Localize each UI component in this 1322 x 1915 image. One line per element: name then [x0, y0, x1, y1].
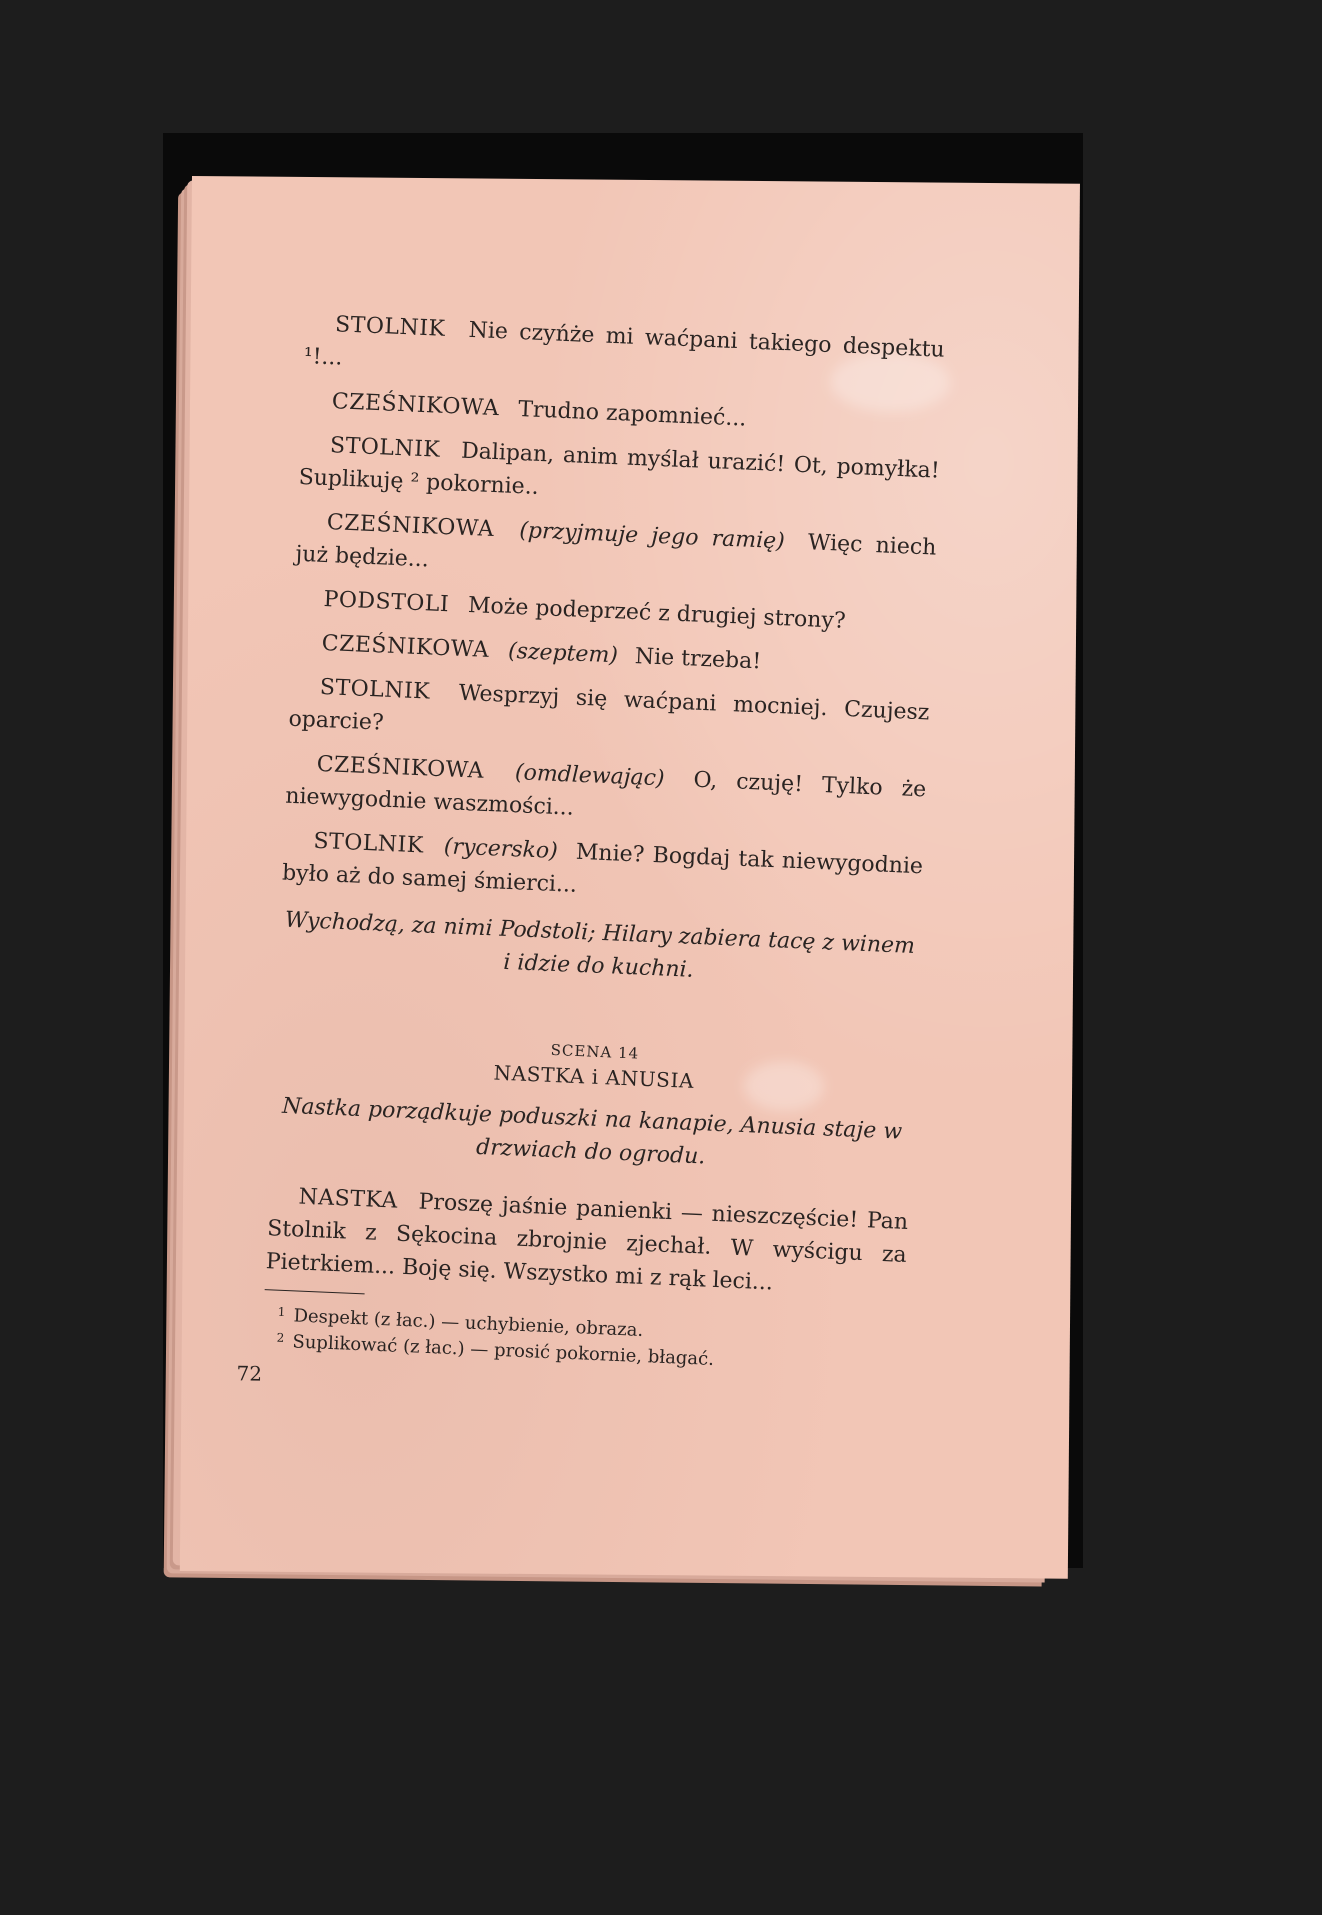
- dialogue-line: [298, 428, 940, 521]
- speech-text: Dalipan, anim myślał urazić! Ot, pomyłka! Suplikuję ² pokornie..: [298, 438, 941, 500]
- stage-direction-paragraph: Nastka porządkuje poduszki na kanapie, Anusia staje w drzwiach do ogrodu.: [281, 1093, 903, 1170]
- speaker-name: STOLNIK: [334, 312, 446, 342]
- footnote-text: Despekt (z łac.) — uchybienie, obraza.: [293, 1305, 644, 1342]
- stage-direction: (rycersko): [443, 834, 559, 865]
- footnote-number: 2: [276, 1330, 285, 1345]
- footnote-number: 1: [277, 1304, 286, 1320]
- stage-direction: (omdlewając): [514, 760, 666, 792]
- speech-text: Proszę jaśnie panienki — nieszczęście! Pan Stolnik z Sękocina zbrojnie zjechał. W wyścigu za Pietrkiem... Boję się. Wszystko mi z rąk leci...: [265, 1189, 909, 1296]
- dialogue-line: [288, 670, 930, 763]
- page-number: 72: [236, 1361, 263, 1386]
- speech-text: Nie czyńże mi waćpani takiego despektu ¹!...: [303, 317, 946, 371]
- speech-text: O, czuję! Tylko że niewygodnie waszmości...: [284, 767, 927, 821]
- dialogue-line: [285, 747, 927, 840]
- speech-text: Nie trzeba!: [634, 644, 762, 675]
- dialogue-line: [303, 307, 945, 400]
- speaker-name: CZEŚNIKOWA: [321, 630, 490, 663]
- speaker-name: NASTKA: [298, 1184, 399, 1214]
- footnote-separator: [265, 1289, 365, 1294]
- speech-text: Więc niech już będzie...: [294, 530, 937, 573]
- page-text: [262, 307, 945, 1381]
- speaker-name: STOLNIK: [319, 674, 431, 705]
- speech-text: Trudno zapomnieć...: [517, 396, 747, 432]
- dialogue-line: [265, 1179, 909, 1305]
- dialogue-line: [281, 824, 923, 917]
- speech-text: Wesprzyj się waćpani mocniej. Czujesz oparcie?: [288, 680, 930, 736]
- stage-direction: (przyjmuje jego ramię): [518, 518, 786, 555]
- speaker-name: PODSTOLI: [323, 587, 450, 618]
- speaker-name: CZEŚNIKOWA: [316, 751, 485, 784]
- speech-text: Może podeprzeć z drugiej strony?: [467, 593, 847, 634]
- footnote-text: Suplikować (z łac.) — prosić pokornie, błagać.: [292, 1331, 715, 1371]
- stage-direction: (szeptem): [507, 638, 619, 669]
- book-page: [180, 176, 1080, 1579]
- speaker-name: STOLNIK: [329, 433, 441, 463]
- scene-heading: SCENA 14: [550, 1040, 640, 1063]
- dialogue-line: [295, 505, 937, 598]
- speaker-name: CZEŚNIKOWA: [326, 510, 495, 543]
- stage-direction-paragraph: Wychodzą, za nimi Podstoli; Hilary zabiera tacę z winem i idzie do kuchni.: [284, 907, 916, 983]
- speaker-name: STOLNIK: [312, 828, 425, 859]
- speaker-name: CZEŚNIKOWA: [331, 389, 500, 422]
- scene-cast: NASTKA i ANUSIA: [493, 1060, 695, 1093]
- speech-text: Mnie? Bogdaj tak niewygodnie było aż do samej śmierci...: [281, 839, 924, 898]
